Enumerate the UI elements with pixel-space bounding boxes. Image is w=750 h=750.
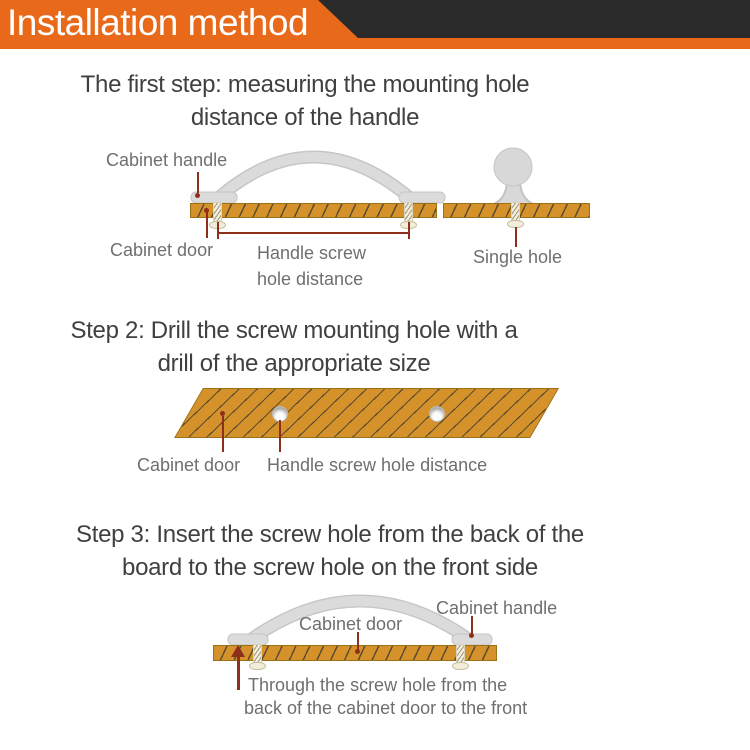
step2-drill-hole-right bbox=[429, 406, 445, 422]
step3-handle-pointer-dot bbox=[469, 633, 474, 638]
step3-screw-flange-left bbox=[249, 662, 266, 670]
step1-screw-distance-line2: hole distance bbox=[257, 269, 364, 289]
step1-dimension-riser-left bbox=[217, 222, 219, 239]
step2-hole-pointer-line bbox=[279, 420, 281, 452]
step1-cabinet-door-label: Cabinet door bbox=[110, 240, 214, 260]
step3-cabinet-handle-label: Cabinet handle bbox=[436, 598, 558, 618]
step1-screw-distance-label bbox=[257, 240, 366, 292]
step2-cabinet-door-board bbox=[174, 388, 559, 438]
step3-heading-line1: Step 3: Insert the screw hole from the back of the bbox=[76, 521, 584, 548]
step1-knob-screw bbox=[511, 202, 520, 222]
step3-through-note-line1: Through the screw hole from the bbox=[248, 675, 508, 695]
step2-screw-distance-label: Handle screw hole distance bbox=[267, 455, 488, 475]
step1-handle-pointer-line bbox=[197, 172, 199, 193]
step3-handle-pad-left bbox=[228, 634, 268, 645]
step1-dimension-line bbox=[217, 232, 410, 234]
step1-heading-line1: The first step: measuring the mounting hole bbox=[80, 71, 530, 98]
step3-cabinet-door-label: Cabinet door bbox=[299, 614, 403, 634]
step1-knob-head bbox=[494, 148, 532, 186]
step2-door-pointer-line bbox=[222, 416, 224, 452]
step1-cabinet-handle-label: Cabinet handle bbox=[106, 150, 228, 170]
step3-through-note-line2: back of the cabinet door to the front bbox=[244, 698, 528, 718]
banner-title: Installation method bbox=[7, 2, 309, 43]
step2-cabinet-door-label: Cabinet door bbox=[137, 455, 241, 475]
step3-through-note bbox=[244, 674, 527, 720]
step3-heading-line2: board to the screw hole on the front side bbox=[122, 554, 538, 581]
step1-single-hole-label: Single hole bbox=[473, 247, 563, 267]
step3-screw-flange-right bbox=[452, 662, 469, 670]
step1-screw-left bbox=[213, 202, 222, 223]
step2-heading-line1: Step 2: Drill the screw mounting hole with a bbox=[70, 317, 518, 344]
step1-cabinet-door-board-left bbox=[190, 203, 437, 218]
step1-dimension-riser-right bbox=[408, 222, 410, 239]
step1-heading-line2: distance of the handle bbox=[190, 104, 420, 131]
step1-screw-distance-line1: Handle screw bbox=[257, 243, 367, 263]
step3-up-arrow-shaft bbox=[237, 655, 240, 690]
step3-door-pointer-dot bbox=[355, 649, 360, 654]
step1-screw-right bbox=[404, 202, 413, 223]
step1-single-hole-pointer-line bbox=[515, 227, 517, 247]
step1-handle-pointer-dot bbox=[195, 193, 200, 198]
step1-door-pointer-line bbox=[206, 212, 208, 238]
step2-heading-line2: drill of the appropriate size bbox=[157, 350, 431, 377]
